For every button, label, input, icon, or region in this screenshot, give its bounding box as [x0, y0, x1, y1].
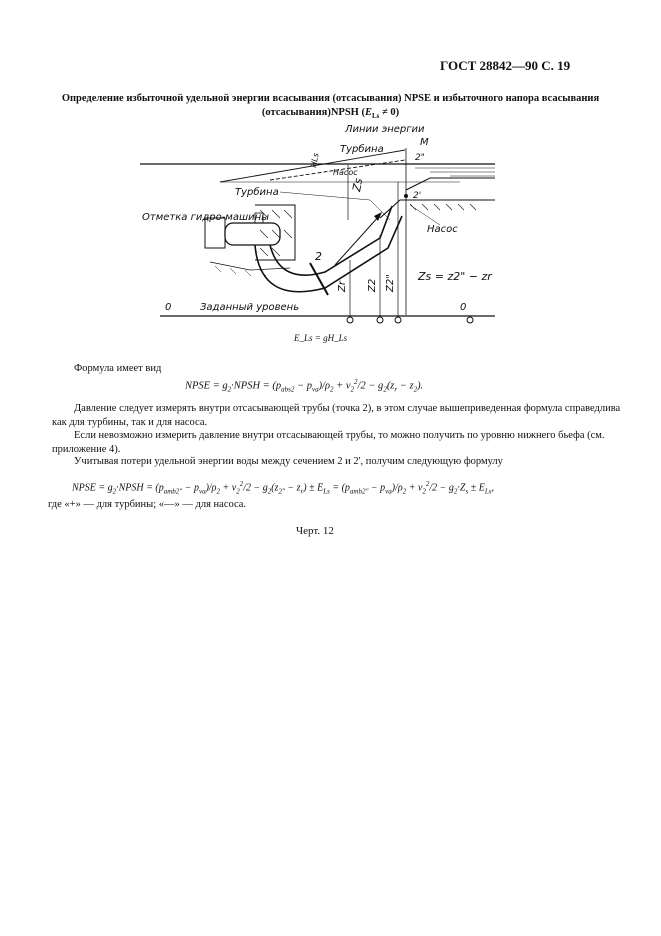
label-energy-lines: Линии энергии [345, 124, 425, 135]
label-zr: Zr [337, 281, 348, 292]
label-pump-right: Насос [427, 224, 458, 235]
paragraph-3: Учитывая потери удельной энергии воды между сечением 2 и 2', получим следующую формулу [74, 456, 503, 467]
formula-1: NPSE = $g_2\cdot NPSH = (p_{abs2} - p_{va})/\rho_2 + v_2^2/2 - g_2(z_r - z_2)$. [185, 378, 424, 394]
figure-number: Черт. 12 [296, 525, 334, 537]
label-z2dd: Z2" [385, 274, 396, 292]
label-turbine-left: Турбина [235, 187, 279, 198]
formula-2: NPSE = $g_2\cdot NPSH = (p_{amb2"} - p_{va})/\rho_2 + v_2^2/2 - g_2(z_{2"} - z_r) \pm E_{Ls} = (p_{amb2"} - p_{va})/\rho_2 + v_2^2/2 - g_2\cdot Z_s \pm E_{Ls}$, [72, 480, 494, 496]
label-point-2d: 2' [413, 191, 422, 201]
label-reference-level: Заданный уровень [200, 302, 300, 313]
paragraph-2: Если невозможно измерить давление внутри отсасывающей трубы, то можно получить по уровню нижнего бьефа (см. приложение 4). [52, 430, 605, 455]
where-note: где «+» — для турбины; «—» — для насоса. [48, 499, 247, 510]
label-m: M [420, 137, 429, 148]
formula-intro: Формула имеет вид [74, 363, 162, 374]
label-machine-mark: Отметка гидро-машины [142, 212, 270, 223]
label-point-2dd: 2" [415, 153, 425, 163]
label-zs-formula: Zs = z2" − zr [418, 270, 492, 283]
label-zero-left: 0 [165, 302, 172, 313]
title-line-1: Определение избыточной удельной энергии всасывания (отсасывания) NPSE и избыточного напора всасывания [61, 93, 600, 104]
label-h-ls: HLs [309, 152, 321, 169]
label-zs: Zs [350, 177, 366, 193]
paragraph-1: Давление следует измерять внутри отсасывающей трубы (точка 2), в этом случае вышеприведенная формула справедлива как для турбины, так и для насоса. [52, 403, 621, 428]
document-header: ГОСТ 28842—90 С. 19 [440, 58, 571, 73]
title-line-2: (отсасывания)NPSH $(E_{Ls} \ne 0)$ [261, 107, 400, 121]
caption-formula: E_Ls = gH_Ls [294, 333, 348, 343]
label-z2: Z2 [367, 278, 378, 292]
label-pump-top: Насос [333, 168, 358, 177]
npsh-diagram [130, 120, 500, 325]
label-point-2: 2 [315, 250, 322, 263]
label-zero-right: 0 [460, 302, 467, 313]
section-title [40, 92, 621, 123]
label-turbine-top: Турбина [340, 144, 384, 155]
